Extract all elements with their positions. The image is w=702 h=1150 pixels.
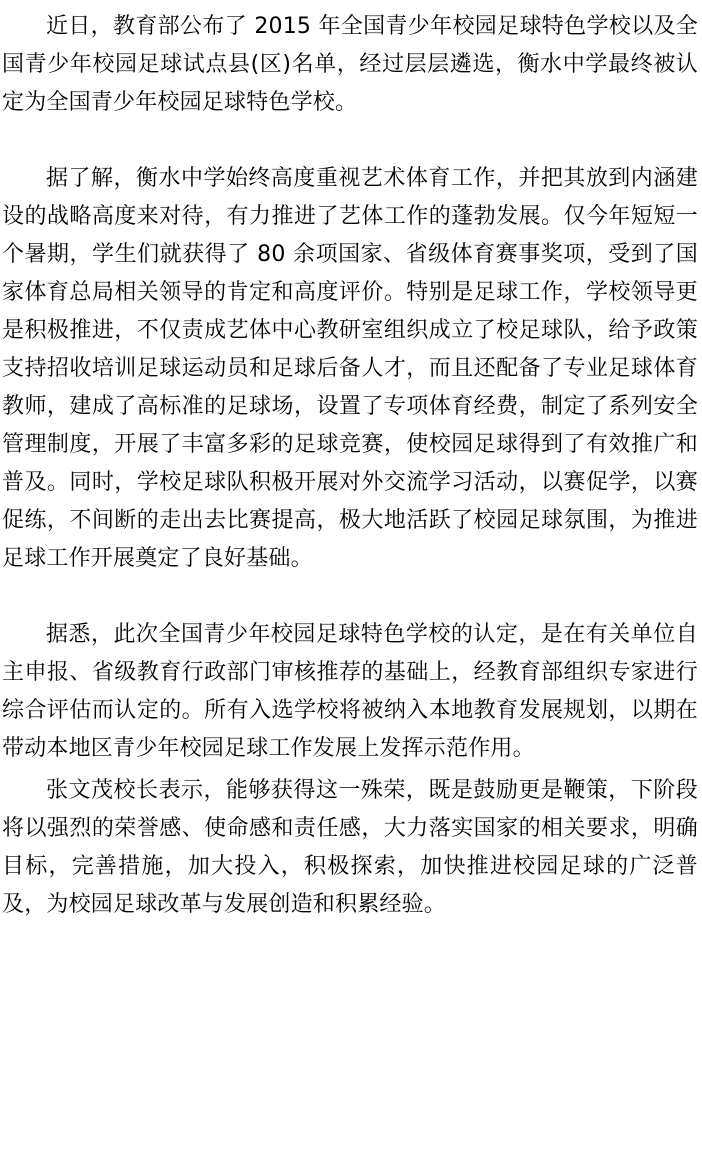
paragraph-principal-statement: 张文茂校长表示，能够获得这一殊荣，既是鼓励更是鞭策，下阶段将以强烈的荣誉感、使命感和责任感，大力落实国家的相关要求，明确目标，完善措施，加大投入，积极探索，加快推进校园足球的广泛普及，为校园足球改革与发展创造和积累经验。	[2, 778, 698, 917]
paragraph-school-sports-work: 据了解，衡水中学始终高度重视艺术体育工作，并把其放到内涵建设的战略高度来对待，有力推进了艺体工作的蓬勃发展。仅今年短短一个暑期，学生们就获得了 80 余项国家、省级体育赛事奖项，受到了国家体育总局相关领导的肯定和高度评价。特别是足球工作，学校领导更是积极推进，不仅责成艺体中心教研室组织成立了校足球队，给予政策支持招收培训足球运动员和足球后备人才，而且还配备了专业足球体育教师，建成了高标准的足球场，设置了专项体育经费，制定了系列安全管理制度，开展了丰富多彩的足球竞赛，使校园足球得到了有效推广和普及。同时，学校足球队积极开展对外交流学习活动，以赛促学，以赛促练，不间断的走出去比赛提高，极大地活跃了校园足球氛围，为推进足球工作开展奠定了良好基础。	[2, 166, 698, 571]
paragraph-announcement: 近日，教育部公布了 2015 年全国青少年校园足球特色学校以及全国青少年校园足球试点县(区)名单，经过层层遴选，衡水中学最终被认定为全国青少年校园足球特色学校。	[2, 14, 698, 115]
article-body	[0, 8, 702, 924]
paragraph-selection-process: 据悉，此次全国青少年校园足球特色学校的认定，是在有关单位自主申报、省级教育行政部门审核推荐的基础上，经教育部组织专家进行综合评估而认定的。所有入选学校将被纳入本地教育发展规划，以期在带动本地区青少年校园足球工作发展上发挥示范作用。	[2, 622, 698, 761]
